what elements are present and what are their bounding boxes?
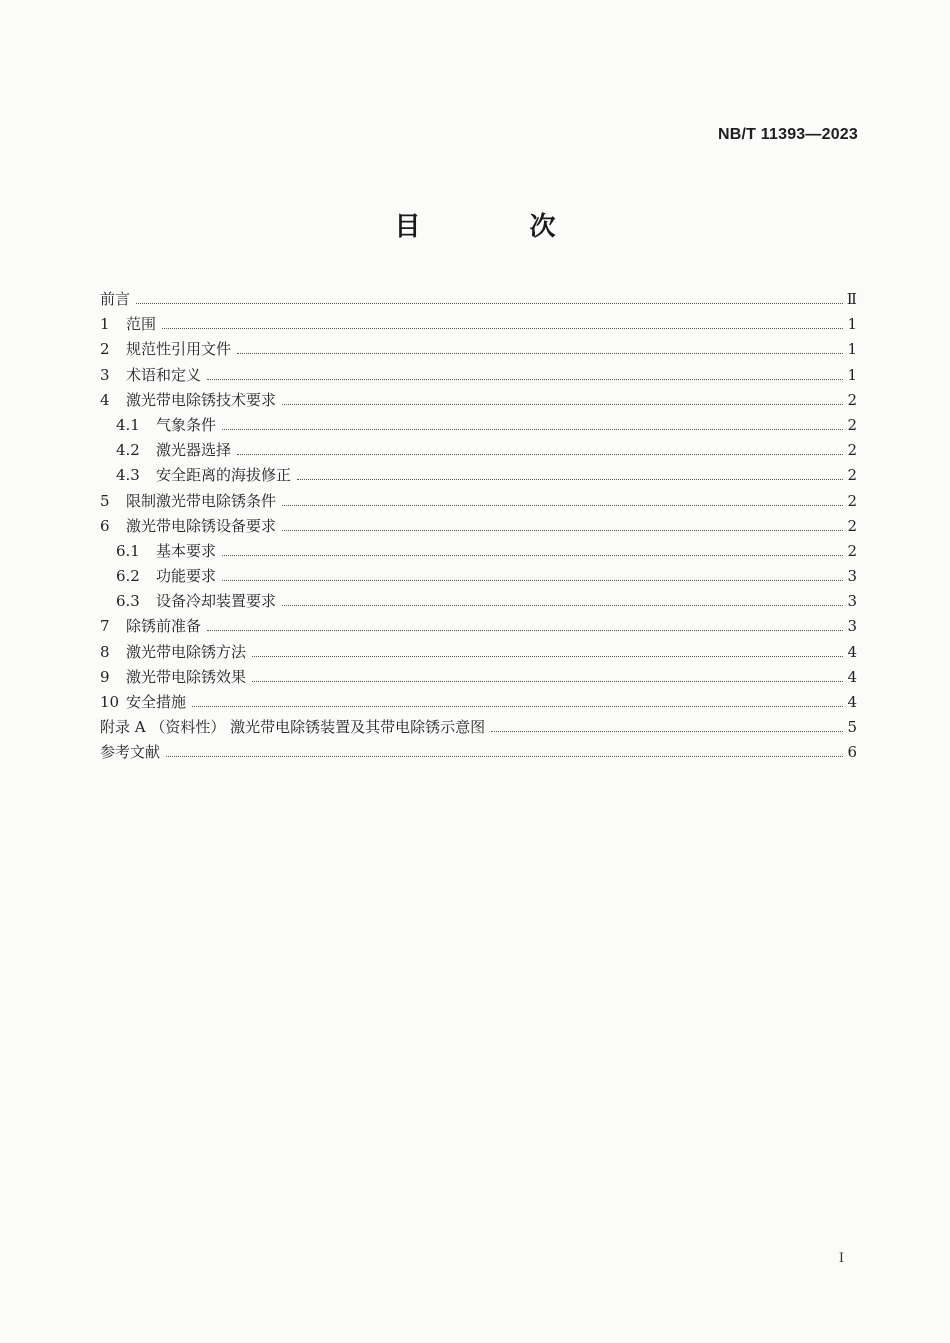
toc-entry-number: 4.2 bbox=[116, 441, 140, 460]
toc-leader-dots bbox=[207, 629, 843, 631]
toc-entry-number: 2 bbox=[100, 340, 110, 359]
toc-leader-dots bbox=[252, 655, 843, 657]
toc-entry-page: 4 bbox=[847, 667, 857, 686]
toc-entry-label: 规范性引用文件 bbox=[126, 340, 232, 359]
toc-entry-number: 6.1 bbox=[116, 541, 140, 560]
toc-entry-page: 5 bbox=[847, 718, 857, 737]
toc-entry-label: 范围 bbox=[126, 315, 157, 334]
toc-entry-label: 设备冷却装置要求 bbox=[156, 592, 277, 611]
toc-entry-label: 基本要求 bbox=[156, 541, 217, 560]
toc-entry-page: 2 bbox=[847, 466, 857, 485]
toc-entry-number: 5 bbox=[100, 491, 110, 510]
toc-entry-number: 3 bbox=[100, 365, 110, 384]
toc-entry-label: 安全措施 bbox=[126, 693, 187, 711]
toc-leader-dots bbox=[237, 453, 843, 455]
toc-leader-dots bbox=[282, 504, 843, 506]
toc-leader-dots bbox=[282, 604, 843, 606]
toc-entry-page: 1 bbox=[847, 340, 857, 359]
toc-leader-dots bbox=[252, 680, 843, 682]
toc-entry-page: Ⅱ bbox=[846, 290, 857, 308]
toc-entry-label: 激光带电除锈设备要求 bbox=[126, 516, 277, 535]
toc-leader-dots bbox=[282, 403, 843, 405]
toc-entry-label: 激光带电除锈方法 bbox=[126, 642, 247, 661]
toc-entry[interactable] bbox=[100, 514, 857, 539]
toc-entry-number: 7 bbox=[100, 617, 110, 636]
toc-entry[interactable] bbox=[100, 287, 857, 312]
table-of-contents bbox=[100, 287, 857, 766]
toc-leader-dots bbox=[222, 554, 843, 556]
toc-entry[interactable] bbox=[100, 589, 857, 614]
toc-entry-label: 激光带电除锈技术要求 bbox=[126, 390, 277, 409]
toc-entry-page: 3 bbox=[847, 617, 857, 636]
toc-entry-label: 限制激光带电除锈条件 bbox=[126, 491, 277, 510]
page-number: I bbox=[838, 1251, 844, 1266]
toc-entry-page: 2 bbox=[847, 491, 857, 510]
toc-entry[interactable] bbox=[100, 539, 857, 564]
toc-entry-page: 1 bbox=[847, 365, 857, 384]
toc-entry-page: 1 bbox=[847, 315, 857, 334]
toc-entry-label: 参考文献 bbox=[100, 743, 161, 762]
toc-leader-dots bbox=[222, 579, 843, 581]
toc-entry-number: 6.2 bbox=[116, 567, 140, 586]
toc-leader-dots bbox=[207, 378, 843, 380]
toc-entry[interactable] bbox=[100, 740, 857, 765]
toc-entry-number: 10 bbox=[100, 693, 120, 711]
toc-entry-number: 8 bbox=[100, 642, 110, 661]
toc-entry-number: 6.3 bbox=[116, 592, 140, 611]
toc-entry-label: 激光器选择 bbox=[156, 441, 232, 460]
toc-entry-number: 4.3 bbox=[116, 466, 140, 485]
toc-entry[interactable] bbox=[100, 463, 857, 488]
toc-entry-number: 6 bbox=[100, 516, 110, 535]
toc-leader-dots bbox=[297, 478, 843, 480]
toc-entry-number: 4 bbox=[100, 390, 110, 409]
toc-entry[interactable] bbox=[100, 337, 857, 362]
toc-entry-label: 除锈前准备 bbox=[126, 617, 202, 636]
toc-entry-label: 术语和定义 bbox=[126, 365, 202, 384]
toc-entry-number: 9 bbox=[100, 667, 110, 686]
toc-entry-page: 6 bbox=[847, 743, 857, 762]
toc-leader-dots bbox=[136, 302, 843, 304]
toc-entry-label: 前言 bbox=[100, 290, 131, 308]
toc-entry-label: 安全距离的海拔修正 bbox=[156, 466, 292, 485]
toc-entry[interactable] bbox=[100, 665, 857, 690]
toc-entry-label: 功能要求 bbox=[156, 567, 217, 586]
toc-leader-dots bbox=[166, 755, 843, 757]
toc-leader-dots bbox=[491, 730, 843, 732]
toc-entry-label: 附录 A （资料性） 激光带电除锈装置及其带电除锈示意图 bbox=[100, 718, 486, 737]
toc-entry[interactable] bbox=[100, 489, 857, 514]
toc-entry[interactable] bbox=[100, 363, 857, 388]
toc-entry[interactable] bbox=[100, 312, 857, 337]
toc-entry-page: 4 bbox=[847, 693, 857, 711]
toc-entry-page: 2 bbox=[847, 390, 857, 409]
toc-entry-page: 3 bbox=[847, 592, 857, 611]
toc-entry[interactable] bbox=[100, 564, 857, 589]
toc-entry[interactable] bbox=[100, 690, 857, 715]
toc-leader-dots bbox=[237, 352, 843, 354]
toc-entry-page: 2 bbox=[847, 441, 857, 460]
standard-code: NB/T 11393—2023 bbox=[718, 126, 858, 143]
toc-entry[interactable] bbox=[100, 614, 857, 639]
toc-entry[interactable] bbox=[100, 715, 857, 740]
toc-leader-dots bbox=[192, 705, 843, 707]
toc-entry-label: 激光带电除锈效果 bbox=[126, 667, 247, 686]
toc-entry[interactable] bbox=[100, 438, 857, 463]
toc-entry[interactable] bbox=[100, 640, 857, 665]
toc-leader-dots bbox=[162, 327, 843, 329]
toc-entry-page: 4 bbox=[847, 642, 857, 661]
toc-leader-dots bbox=[222, 428, 843, 430]
toc-entry-page: 2 bbox=[847, 541, 857, 560]
toc-entry-page: 3 bbox=[847, 567, 857, 586]
toc-entry-label: 气象条件 bbox=[156, 415, 217, 434]
toc-entry-number: 4.1 bbox=[116, 415, 140, 434]
toc-entry[interactable] bbox=[100, 388, 857, 413]
toc-entry-page: 2 bbox=[847, 516, 857, 535]
page-title: 目 次 bbox=[394, 212, 606, 242]
toc-leader-dots bbox=[282, 529, 843, 531]
toc-entry[interactable] bbox=[100, 413, 857, 438]
toc-entry-number: 1 bbox=[100, 315, 110, 334]
toc-entry-page: 2 bbox=[847, 415, 857, 434]
